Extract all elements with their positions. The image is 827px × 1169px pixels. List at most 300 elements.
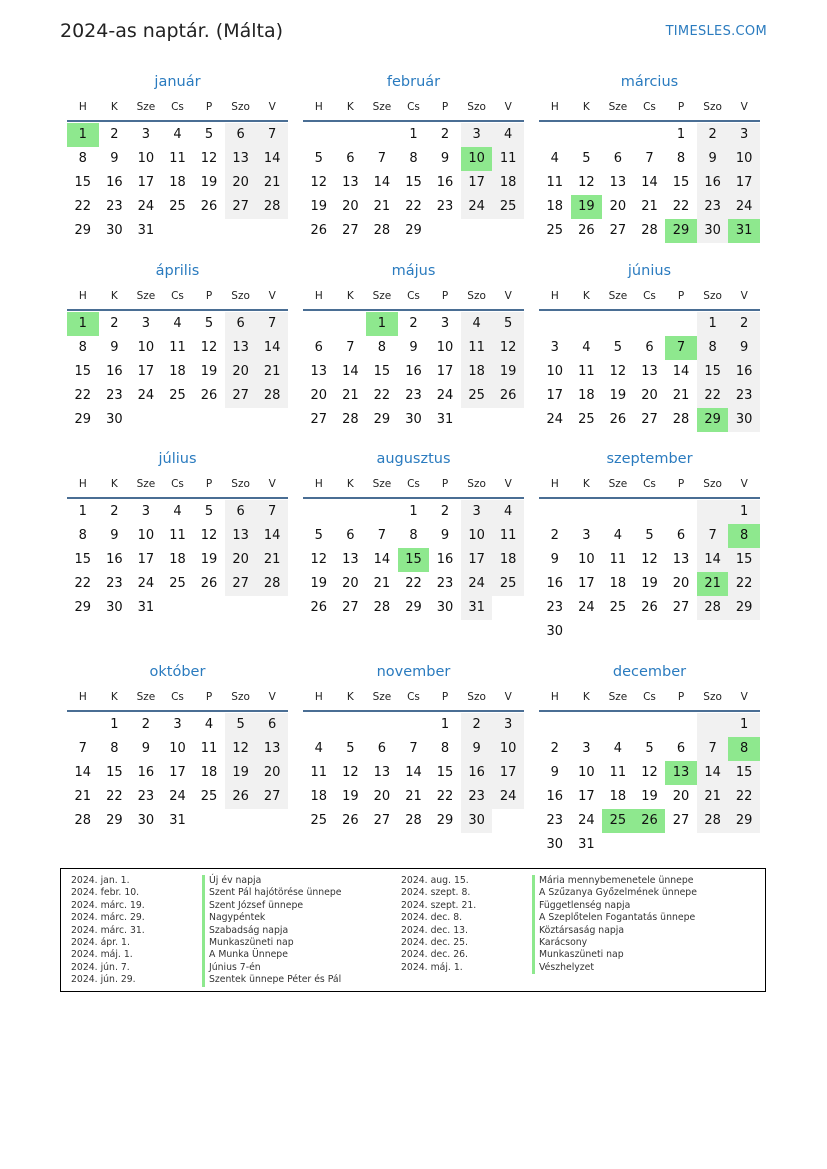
day-cell: 24	[728, 195, 760, 219]
weekday-label: Sze	[372, 691, 392, 703]
day-cell: 20	[225, 548, 257, 572]
weekday-label: K	[346, 478, 354, 490]
day-cell: 6	[613, 151, 623, 166]
day-cell: 26	[578, 223, 595, 238]
day-cell: 9	[110, 528, 119, 543]
holiday-row	[61, 925, 342, 937]
day-cell: 27	[225, 572, 257, 596]
day-cell: 18	[200, 765, 218, 780]
day-cell: 20	[672, 789, 690, 804]
day-cell: 19	[571, 195, 603, 219]
day-cell: 1	[697, 312, 729, 336]
holiday-row	[61, 949, 342, 961]
day-cell: 1	[67, 312, 99, 336]
holiday-name: A Szűzanya Győzelmének ünnepe	[532, 887, 697, 899]
weekday-label: H	[78, 290, 87, 302]
day-cell: 17	[137, 552, 155, 567]
empty-day-cell	[571, 620, 603, 644]
day-cell: 3	[582, 741, 591, 756]
day-cell: 30	[728, 408, 760, 432]
day-cell: 9	[440, 528, 450, 543]
empty-day-cell	[602, 123, 634, 147]
weekday-label: H	[550, 478, 559, 490]
holiday-date: 2024. szept. 8.	[401, 887, 471, 899]
day-cell: 13	[641, 364, 658, 379]
empty-day-cell	[634, 123, 666, 147]
day-cell: 3	[728, 123, 760, 147]
empty-day-cell	[539, 713, 571, 737]
weekday-label: H	[78, 691, 87, 703]
month-name: szeptember	[606, 451, 693, 467]
day-cell: 23	[546, 600, 564, 615]
day-cell: 16	[546, 576, 564, 591]
holiday-row	[61, 937, 342, 949]
month-block	[539, 70, 760, 243]
day-cell: 24	[137, 576, 155, 591]
day-cell: 28	[256, 384, 288, 408]
empty-day-cell	[492, 408, 524, 432]
day-cell: 17	[137, 364, 155, 379]
weekday-label: Sze	[136, 478, 156, 490]
day-cell: 29	[728, 809, 760, 833]
day-cell: 20	[256, 761, 288, 785]
day-cell: 16	[697, 171, 729, 195]
day-cell: 24	[492, 785, 524, 809]
day-cell: 5	[314, 151, 323, 166]
day-cell: 2	[728, 312, 760, 336]
day-cell: 27	[641, 412, 658, 427]
day-cell: 24	[169, 789, 186, 804]
empty-day-cell	[634, 620, 666, 644]
day-cell: 11	[492, 524, 524, 548]
day-cell: 11	[578, 364, 595, 379]
month-name: június	[627, 263, 672, 279]
day-cell: 24	[461, 195, 493, 219]
day-cell: 18	[609, 576, 627, 591]
day-grid	[539, 312, 760, 432]
day-cell: 7	[645, 151, 654, 166]
day-cell: 15	[74, 552, 92, 567]
empty-day-cell	[225, 408, 257, 432]
day-cell: 5	[314, 528, 323, 543]
day-cell: 4	[550, 151, 559, 166]
day-cell: 28	[373, 600, 391, 615]
day-cell: 12	[492, 336, 524, 360]
day-grid	[303, 500, 524, 620]
holiday-name: Vészhelyzet	[532, 962, 594, 974]
day-cell: 31	[436, 412, 454, 427]
empty-day-cell	[492, 596, 524, 620]
empty-day-cell	[571, 123, 603, 147]
day-cell: 16	[461, 761, 493, 785]
weekday-label: V	[268, 101, 276, 113]
day-cell: 1	[110, 717, 119, 732]
empty-day-cell	[225, 596, 257, 620]
weekday-label: H	[550, 290, 559, 302]
weekday-label: Sze	[136, 101, 156, 113]
day-cell: 9	[110, 340, 119, 355]
day-cell: 25	[578, 412, 595, 427]
day-cell: 5	[582, 151, 591, 166]
day-cell: 11	[609, 552, 627, 567]
weekday-label: Cs	[171, 290, 184, 302]
empty-day-cell	[193, 219, 225, 243]
day-cell: 29	[405, 600, 422, 615]
holiday-date: 2024. máj. 1.	[71, 949, 133, 961]
day-cell: 6	[346, 151, 355, 166]
day-cell: 30	[546, 624, 564, 639]
empty-day-cell	[303, 713, 335, 737]
weekday-label: Sze	[372, 290, 392, 302]
day-cell: 16	[436, 552, 454, 567]
weekday-label: Szo	[703, 691, 722, 703]
day-cell: 12	[200, 151, 218, 166]
day-cell: 10	[137, 528, 155, 543]
day-cell: 15	[728, 548, 760, 572]
empty-day-cell	[256, 219, 288, 243]
day-cell: 29	[728, 596, 760, 620]
weekday-label: Cs	[643, 478, 656, 490]
day-cell: 4	[582, 340, 591, 355]
day-cell: 13	[609, 175, 627, 190]
weekday-label: V	[504, 101, 512, 113]
day-cell: 5	[645, 741, 654, 756]
weekday-label: V	[740, 478, 748, 490]
month-block	[303, 259, 524, 432]
day-cell: 10	[546, 364, 564, 379]
holiday-row	[61, 900, 342, 912]
month-block	[67, 70, 288, 243]
day-cell: 22	[436, 789, 454, 804]
empty-day-cell	[193, 809, 225, 833]
day-cell: 17	[546, 388, 564, 403]
day-cell: 27	[672, 813, 690, 828]
empty-day-cell	[697, 620, 729, 644]
day-cell: 27	[609, 223, 627, 238]
day-cell: 7	[377, 528, 387, 543]
empty-day-cell	[193, 408, 225, 432]
day-cell: 19	[200, 364, 218, 379]
day-cell: 11	[461, 336, 493, 360]
day-cell: 4	[492, 500, 524, 524]
empty-day-cell	[366, 713, 398, 737]
holiday-row	[391, 875, 697, 887]
day-cell: 13	[225, 524, 257, 548]
day-cell: 25	[169, 199, 186, 214]
day-cell: 9	[550, 552, 559, 567]
site-link[interactable]: TIMESLES.COM	[665, 24, 767, 39]
day-cell: 25	[492, 572, 524, 596]
day-cell: 23	[546, 813, 564, 828]
empty-day-cell	[398, 713, 430, 737]
weekday-header	[303, 283, 524, 311]
month-name: december	[612, 664, 687, 680]
day-cell: 22	[405, 576, 422, 591]
empty-day-cell	[665, 713, 697, 737]
holiday-date: 2024. máj. 1.	[401, 961, 463, 973]
day-cell: 6	[645, 340, 654, 355]
day-cell: 26	[641, 600, 658, 615]
weekday-label: K	[110, 101, 118, 113]
day-cell: 6	[377, 741, 387, 756]
day-cell: 7	[256, 312, 288, 336]
month-block	[539, 447, 760, 644]
weekday-label: V	[268, 691, 276, 703]
day-cell: 26	[200, 388, 218, 403]
day-cell: 14	[256, 524, 288, 548]
day-cell: 8	[78, 151, 87, 166]
holiday-name: Karácsony	[532, 937, 587, 949]
empty-day-cell	[665, 500, 697, 524]
day-cell: 31	[578, 837, 595, 852]
day-cell: 28	[672, 412, 690, 427]
holiday-date: 2024. dec. 25.	[401, 936, 468, 948]
holiday-name: Új év napja	[202, 875, 261, 887]
holiday-list	[60, 868, 766, 992]
day-cell: 5	[613, 340, 623, 355]
weekday-label: V	[740, 290, 748, 302]
day-cell: 30	[461, 809, 493, 833]
weekday-label: Szo	[231, 478, 250, 490]
month-block	[303, 660, 524, 833]
day-cell: 14	[342, 364, 359, 379]
day-cell: 8	[110, 741, 119, 756]
day-cell: 28	[256, 572, 288, 596]
holiday-column-right	[391, 875, 697, 974]
day-cell: 21	[373, 199, 391, 214]
day-cell: 7	[377, 151, 387, 166]
weekday-label: P	[205, 691, 213, 703]
day-cell: 26	[310, 223, 328, 238]
day-grid	[67, 713, 288, 833]
weekday-label: Szo	[703, 290, 722, 302]
month-name: április	[155, 263, 200, 279]
day-cell: 13	[225, 336, 257, 360]
day-cell: 11	[169, 340, 186, 355]
empty-day-cell	[697, 500, 729, 524]
day-cell: 26	[609, 412, 627, 427]
day-cell: 15	[436, 765, 454, 780]
weekday-header	[539, 94, 760, 122]
holiday-name: Függetlenség napja	[532, 900, 630, 912]
day-cell: 8	[728, 737, 760, 761]
holiday-name: Szent Pál hajótörése ünnepe	[202, 887, 342, 899]
day-cell: 18	[609, 789, 627, 804]
holiday-row	[391, 962, 697, 974]
day-grid	[67, 123, 288, 243]
day-cell: 7	[78, 741, 87, 756]
day-cell: 2	[110, 127, 119, 142]
day-cell: 25	[461, 384, 493, 408]
weekday-header	[539, 684, 760, 712]
day-cell: 7	[697, 524, 729, 548]
month-block	[539, 660, 760, 857]
day-cell: 9	[141, 741, 151, 756]
weekday-header	[67, 471, 288, 499]
day-cell: 2	[461, 713, 493, 737]
day-cell: 25	[609, 600, 627, 615]
day-cell: 2	[409, 316, 418, 331]
empty-day-cell	[492, 219, 524, 243]
day-cell: 12	[641, 552, 658, 567]
empty-day-cell	[256, 408, 288, 432]
day-cell: 15	[728, 761, 760, 785]
day-cell: 5	[645, 528, 654, 543]
day-cell: 26	[200, 199, 218, 214]
holiday-row	[61, 912, 342, 924]
month-block	[67, 447, 288, 620]
day-cell: 3	[492, 713, 524, 737]
day-cell: 26	[310, 600, 328, 615]
weekday-label: V	[268, 478, 276, 490]
weekday-label: P	[677, 691, 685, 703]
day-cell: 19	[200, 552, 218, 567]
day-grid	[539, 500, 760, 644]
day-cell: 17	[578, 789, 595, 804]
empty-day-cell	[225, 809, 257, 833]
day-cell: 27	[342, 600, 359, 615]
day-cell: 24	[578, 600, 595, 615]
day-cell: 4	[173, 316, 182, 331]
day-grid	[539, 713, 760, 857]
weekday-label: Szo	[231, 691, 250, 703]
day-cell: 22	[405, 199, 422, 214]
day-cell: 30	[137, 813, 155, 828]
day-cell: 17	[578, 576, 595, 591]
day-cell: 4	[173, 127, 182, 142]
day-cell: 10	[137, 151, 155, 166]
day-cell: 9	[440, 151, 450, 166]
holiday-row	[61, 962, 342, 974]
day-cell: 3	[141, 127, 151, 142]
empty-day-cell	[303, 123, 335, 147]
day-cell: 16	[106, 552, 123, 567]
day-cell: 14	[373, 552, 391, 567]
weekday-label: K	[582, 290, 590, 302]
day-cell: 26	[200, 576, 218, 591]
day-cell: 5	[346, 741, 355, 756]
day-cell: 2	[141, 717, 151, 732]
day-cell: 22	[74, 199, 92, 214]
day-cell: 9	[550, 765, 559, 780]
day-cell: 7	[697, 737, 729, 761]
day-cell: 11	[609, 765, 627, 780]
empty-day-cell	[697, 713, 729, 737]
day-cell: 3	[550, 340, 559, 355]
day-cell: 21	[697, 785, 729, 809]
holiday-name: Szentek ünnepe Péter és Pál	[202, 974, 341, 986]
day-cell: 9	[409, 340, 418, 355]
holiday-row	[391, 900, 697, 912]
weekday-label: K	[110, 691, 118, 703]
day-cell: 4	[461, 312, 493, 336]
holiday-name: Szent József ünnepe	[202, 900, 303, 912]
holiday-name: Köztársaság napja	[532, 925, 624, 937]
day-cell: 29	[373, 412, 391, 427]
empty-day-cell	[728, 620, 760, 644]
weekday-header	[539, 283, 760, 311]
day-cell: 14	[256, 147, 288, 171]
weekday-label: Cs	[643, 290, 656, 302]
day-cell: 2	[550, 741, 559, 756]
weekday-label: Cs	[171, 691, 184, 703]
holiday-column-left	[61, 875, 342, 987]
day-cell: 30	[405, 412, 422, 427]
day-cell: 21	[641, 199, 658, 214]
day-cell: 9	[110, 151, 119, 166]
day-cell: 11	[169, 151, 186, 166]
weekday-label: Sze	[608, 101, 628, 113]
day-cell: 23	[137, 789, 155, 804]
empty-day-cell	[162, 219, 194, 243]
day-cell: 6	[676, 741, 686, 756]
day-cell: 18	[169, 364, 186, 379]
day-cell: 28	[697, 596, 729, 620]
day-cell: 29	[665, 219, 697, 243]
day-cell: 27	[373, 813, 391, 828]
empty-day-cell	[665, 620, 697, 644]
day-cell: 16	[436, 175, 454, 190]
day-grid	[303, 123, 524, 243]
weekday-label: H	[314, 691, 323, 703]
holiday-name: Nagypéntek	[202, 912, 265, 924]
holiday-date: 2024. márc. 19.	[71, 899, 145, 911]
day-cell: 8	[377, 340, 387, 355]
day-cell: 5	[204, 316, 214, 331]
day-cell: 26	[225, 785, 257, 809]
day-cell: 16	[405, 364, 422, 379]
empty-day-cell	[634, 312, 666, 336]
day-cell: 21	[697, 572, 729, 596]
day-cell: 24	[546, 412, 564, 427]
holiday-name: Munkaszüneti nap	[202, 937, 294, 949]
day-cell: 7	[346, 340, 355, 355]
empty-day-cell	[303, 312, 335, 336]
day-cell: 22	[373, 388, 391, 403]
day-cell: 14	[74, 765, 92, 780]
weekday-label: Cs	[643, 101, 656, 113]
day-grid	[67, 500, 288, 620]
holiday-row	[61, 875, 342, 887]
holiday-name: Június 7-én	[202, 962, 261, 974]
day-cell: 5	[225, 713, 257, 737]
day-cell: 24	[137, 199, 155, 214]
weekday-label: K	[582, 691, 590, 703]
weekday-label: Szo	[467, 478, 486, 490]
day-cell: 11	[492, 147, 524, 171]
day-cell: 4	[613, 528, 623, 543]
holiday-row	[61, 887, 342, 899]
day-cell: 23	[436, 576, 454, 591]
weekday-label: P	[205, 478, 213, 490]
day-cell: 8	[676, 151, 686, 166]
day-cell: 20	[225, 171, 257, 195]
day-cell: 12	[609, 364, 627, 379]
day-cell: 20	[641, 388, 658, 403]
empty-day-cell	[602, 500, 634, 524]
holiday-date: 2024. aug. 15.	[401, 875, 469, 886]
day-cell: 10	[461, 524, 493, 548]
weekday-label: V	[504, 290, 512, 302]
empty-day-cell	[130, 408, 162, 432]
day-cell: 1	[78, 504, 87, 519]
empty-day-cell	[225, 219, 257, 243]
weekday-label: Cs	[407, 691, 420, 703]
weekday-label: Sze	[136, 691, 156, 703]
day-cell: 15	[697, 360, 729, 384]
day-cell: 15	[398, 548, 430, 572]
day-cell: 12	[225, 737, 257, 761]
